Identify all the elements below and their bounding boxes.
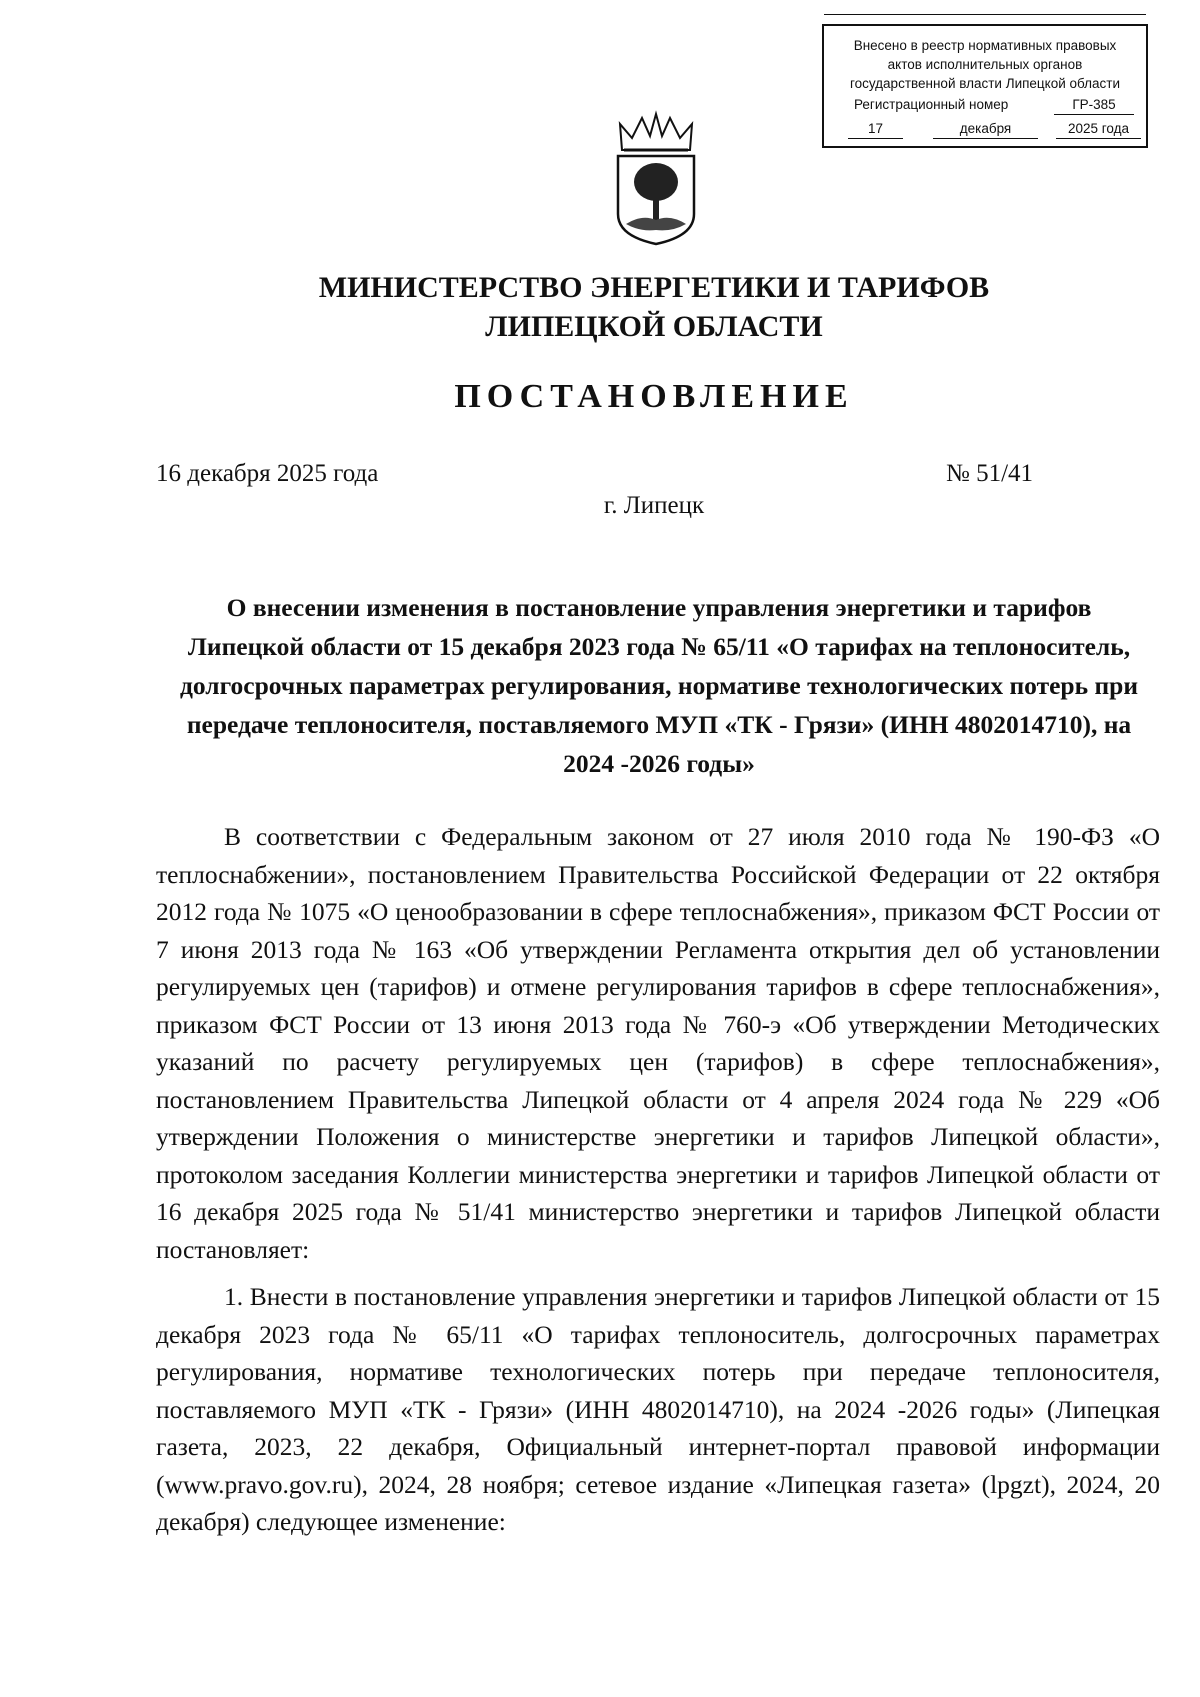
registry-stamp: [822, 24, 1148, 148]
stamp-month: декабря: [933, 119, 1038, 139]
ministry-line-1: МИНИСТЕРСТВО ЭНЕРГЕТИКИ И ТАРИФОВ: [318, 271, 990, 304]
preamble-paragraph: В соответствии с Федеральным законом от 27 июля 2010 года № 190-ФЗ «О теплоснабжении», постановлением Правительства Российской Федерации от 22 октября 2012 года № 1075 «О ценообразовании в сфере теплоснабжения», приказом ФСТ России от 7 июня 2013 года № 163 «Об утверждении Регламента открытия дел об установлении регулируемых цен (тарифов) и отмене регулирования тарифов в сфере теплоснабжения», приказом ФСТ России от 13 июня 2013 года № 760-э «Об утверждении Методических указаний по расчету регулируемых цен (тарифов) в сфере теплоснабжения», постановлением Правительства Липецкой области от 4 апреля 2024 года № 229 «Об утверждении Положения о министерстве энергетики и тарифов Липецкой области», протоколом заседания Коллегии министерства энергетики и тарифов Липецкой области от 16 декабря 2025 года № 51/41 министерство энергетики и тарифов Липецкой области постановляет:: [156, 822, 1160, 1264]
stamp-line-2: актов исполнительных органов: [887, 57, 1083, 72]
stamp-line-3: государственной власти Липецкой области: [849, 76, 1121, 91]
stamp-day: 17: [848, 119, 903, 139]
document-city: г. Липецк: [603, 492, 705, 519]
stamp-registration: [854, 95, 1134, 114]
stamp-reg-number: ГР-385: [1054, 95, 1134, 115]
stamp-year: 2025 года: [1056, 119, 1141, 139]
document-body: [156, 818, 1160, 1541]
stamp-date: [838, 119, 1138, 139]
item-1-paragraph: 1. Внести в постановление управления энергетики и тарифов Липецкой области от 15 декабря 2023 года № 65/11 «О тарифах теплоноситель, долгосрочных параметрах регулирования, нормативе технологических потерь при передаче теплоносителя, поставляемого МУП «ТК - Грязи» (ИНН 4802014710), на 2024 -2026 годы» (Липецкая газета, 2023, 22 декабря, Официальный интернет-портал правовой информации (www.pravo.gov.ru), 2024, 28 ноября; сетевое издание «Липецкая газета» (lpgzt), 2024, 20 декабря) следующее изменение:: [156, 1282, 1160, 1536]
document-number: № 51/41: [946, 460, 1034, 487]
stamp-line-1: Внесено в реестр нормативных правовых: [853, 38, 1117, 53]
document-type: ПОСТАНОВЛЕНИЕ: [454, 378, 854, 415]
document-title: О внесении изменения в постановление управления энергетики и тарифов Липецкой области от 15 декабря 2023 года № 65/11 «О тарифах на теплоноситель, долгосрочных параметрах регулирования, нормативе технологических потерь при передаче теплоносителя, поставляемого МУП «ТК - Грязи» (ИНН 4802014710), на 2024 -2026 годы»: [179, 593, 1139, 778]
stamp-reg-label: Регистрационный номер: [854, 97, 1009, 112]
ministry-line-2: ЛИПЕЦКОЙ ОБЛАСТИ: [485, 310, 823, 343]
coat-of-arms-icon: [612, 110, 700, 246]
ministry-name: [0, 268, 1200, 346]
document-date: 16 декабря 2025 года: [156, 460, 379, 487]
